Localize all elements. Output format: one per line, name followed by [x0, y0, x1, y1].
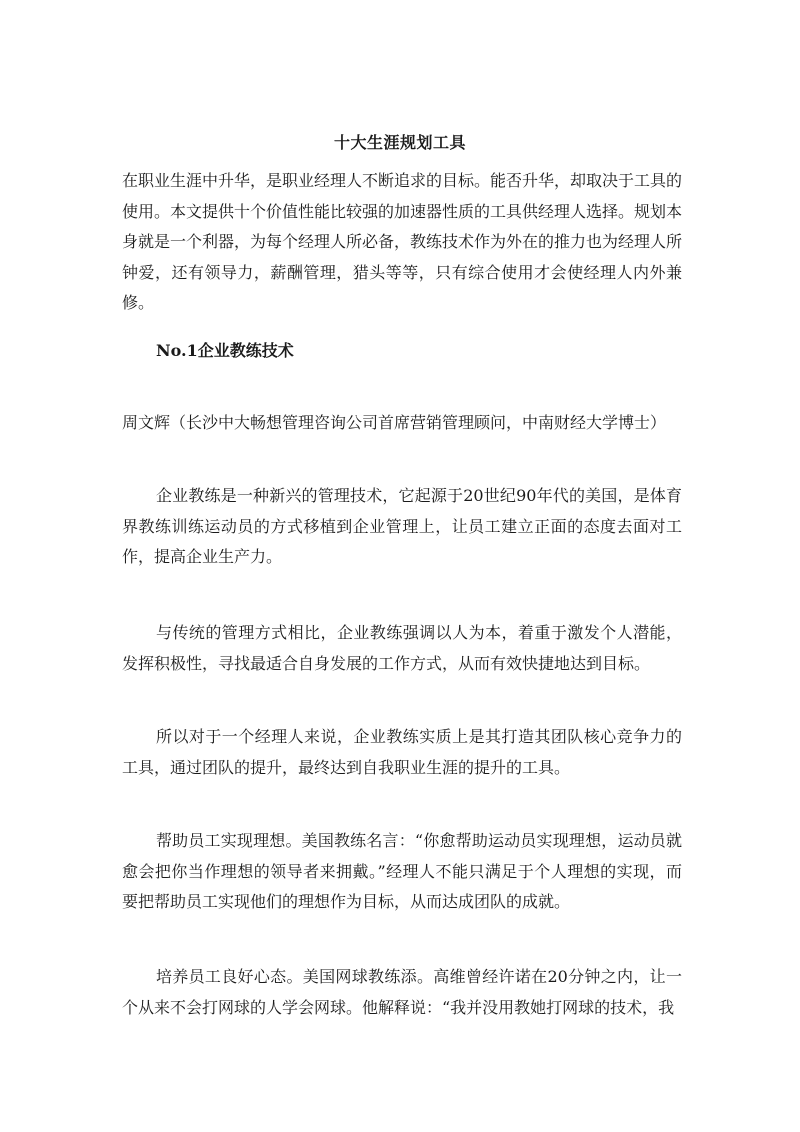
section-heading: No.1企业教练技术 — [156, 341, 294, 360]
document-title: 十大生涯规划工具 — [333, 133, 466, 152]
body-paragraph-4: 帮助员工实现理想。美国教练名言：“你愈帮助运动员实现理想，运动员就愈会把你当作理想的领导者来拥戴。”经理人不能只满足于个人理想的实现，而要把帮助员工实现他们的理想作为目标，从而达成团队的成就。 — [122, 831, 682, 911]
body-paragraph-5: 培养员工良好心态。美国网球教练添。高维曾经许诺在20分钟之内，让一个从来不会打网球的人学会网球。他解释说：“我并没用教她打网球的技术，我 — [122, 967, 682, 1017]
body-paragraph-1: 企业教练是一种新兴的管理技术，它起源于20世纪90年代的美国，是体育界教练训练运动员的方式移植到企业管理上，让员工建立正面的态度去面对工作，提高企业生产力。 — [122, 486, 682, 566]
body-paragraph-2: 与传统的管理方式相比，企业教练强调以人为本，着重于激发个人潜能，发挥积极性，寻找最适合自身发展的工作方式，从而有效快捷地达到目标。 — [122, 623, 682, 673]
body-paragraph-3: 所以对于一个经理人来说，企业教练实质上是其打造其团队核心竞争力的工具，通过团队的提升，最终达到自我职业生涯的提升的工具。 — [122, 727, 682, 777]
intro-paragraph: 在职业生涯中升华，是职业经理人不断追求的目标。能否升华，却取决于工具的使用。本文提供十个价值性能比较强的加速器性质的工具供经理人选择。规划本身就是一个利器，为每个经理人所必备，教练技术作为外在的推力也为经理人所钟爱，还有领导力，薪酬管理，猎头等等，只有综合使用才会使经理人内外兼修。 — [122, 171, 683, 312]
author-line: 周文辉（长沙中大畅想管理咨询公司首席营销管理顾问，中南财经大学博士） — [122, 413, 667, 432]
